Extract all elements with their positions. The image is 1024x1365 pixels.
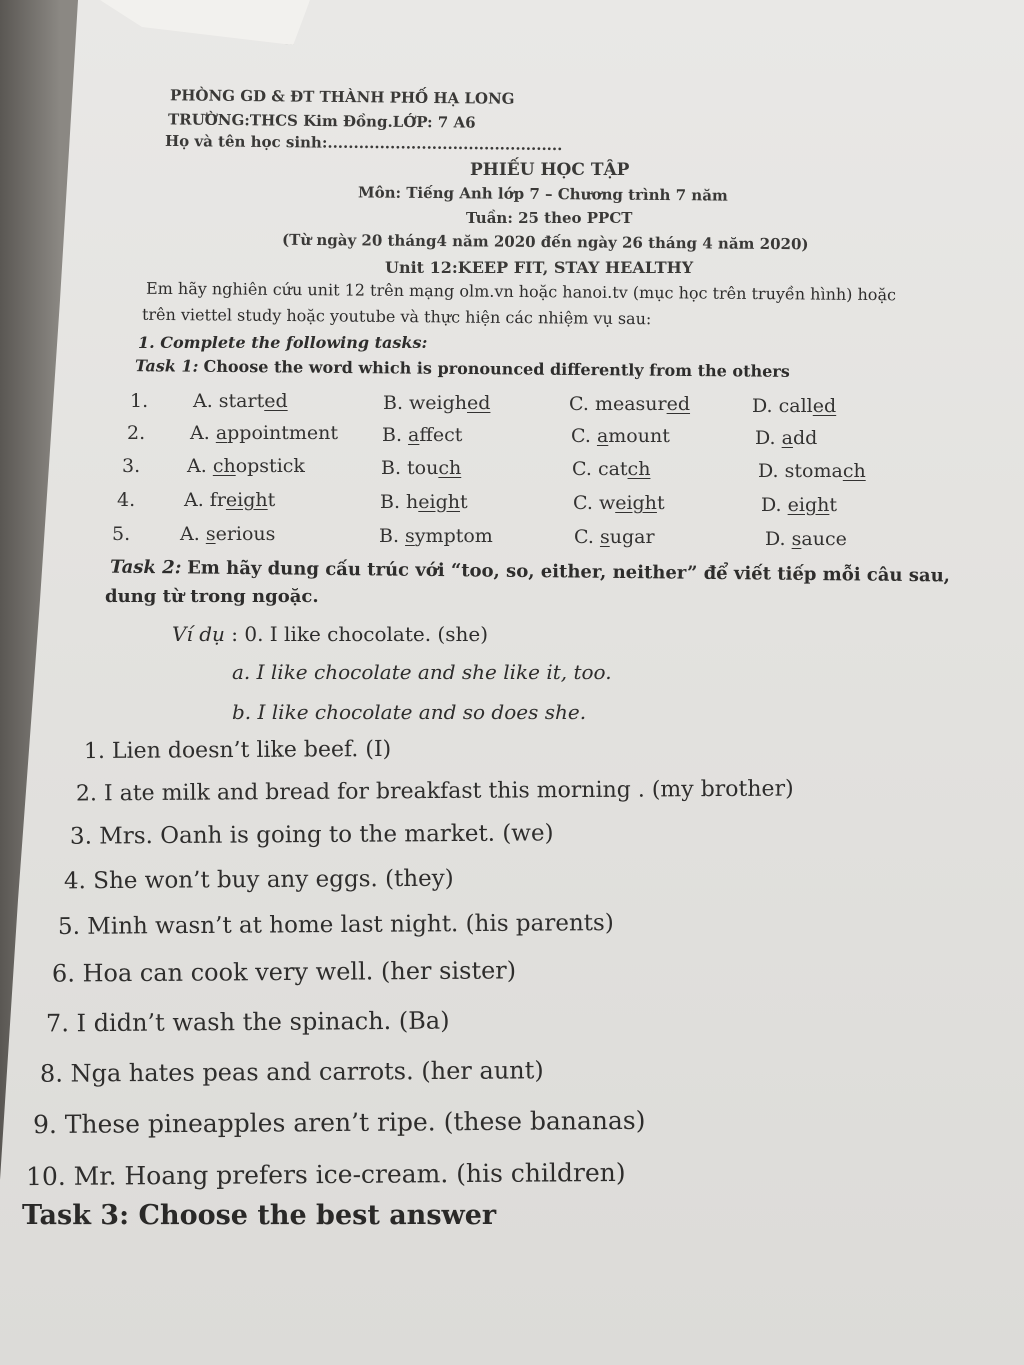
task1-option-a <box>187 455 305 477</box>
underlined-sound: ed <box>812 394 837 417</box>
word-part: A. start <box>193 390 265 412</box>
word-part: D. <box>755 426 782 449</box>
word-part: t <box>460 490 468 513</box>
word-part: ffect <box>419 423 463 446</box>
task1-option-d <box>761 494 837 516</box>
date-range: (Từ ngày 20 tháng4 năm 2020 đến ngày 26 tháng 4 năm 2020) <box>281 230 809 254</box>
task1-label: Task 1: <box>134 356 199 376</box>
word-part: t <box>656 492 665 514</box>
task1-option-c <box>573 492 665 514</box>
underlined-sound: eigh <box>418 490 461 513</box>
underlined-sound: s <box>791 527 802 550</box>
underlined-sound: s <box>405 524 415 547</box>
word-part: B. <box>379 524 406 547</box>
word-part: A. <box>187 455 213 477</box>
underlined-sound: a <box>596 425 609 447</box>
word-part: B. h <box>380 490 419 513</box>
word-part: D. <box>765 527 792 550</box>
task1-option-b <box>380 491 468 513</box>
word-part: D. <box>761 493 788 516</box>
task1-option-d <box>755 427 817 449</box>
word-part: C. measur <box>569 393 667 415</box>
example-label: Ví dụ <box>172 622 225 646</box>
task2-item: 4. She won’t buy any eggs. (they) <box>63 865 454 895</box>
task1-option-d <box>752 395 836 417</box>
example-answer-a: a. I like chocolate and she like it, too. <box>232 660 612 684</box>
intro-line-2: trên viettel study hoặc youtube và thực hiện các nhiệm vụ sau: <box>141 304 652 329</box>
word-part: C. <box>571 425 597 447</box>
underlined-sound: eigh <box>787 493 830 516</box>
word-part: C. cat <box>572 458 628 480</box>
task2-instruction-l1: Em hãy dung cấu trúc với “too, so, either, neither” để viết tiếp mỗi câu sau, <box>187 557 951 587</box>
underlined-sound: ed <box>264 390 288 412</box>
underlined-sound: ch <box>627 458 651 480</box>
school-class: TRƯỜNG:THCS Kim Đồng.LỚP: 7 A6 <box>167 110 476 132</box>
word-part: t <box>267 489 276 511</box>
task2-label: Task 2: <box>109 556 182 579</box>
task1-option-c <box>574 526 655 548</box>
example-text: : 0. I like chocolate. (she) <box>224 622 489 646</box>
example-answer-b: b. I like chocolate and so does she. <box>232 700 587 724</box>
underlined-sound: ed <box>666 393 691 415</box>
underlined-sound: eigh <box>615 492 657 514</box>
week-line: Tuần: 25 theo PPCT <box>466 209 633 227</box>
underlined-sound: ch <box>842 459 866 482</box>
underlined-sound: eigh <box>225 489 268 511</box>
task1-option-d <box>758 460 866 482</box>
word-part: C. w <box>573 492 616 514</box>
task2-item: 6. Hoa can cook very well. (her sister) <box>51 956 517 988</box>
task1-option-c <box>572 458 650 480</box>
word-part: auce <box>801 527 847 550</box>
task1-option-b <box>381 457 461 479</box>
word-part: erious <box>215 523 276 545</box>
word-part: A. fr <box>184 489 226 511</box>
task2-item: 5. Minh wasn’t at home last night. (his parents) <box>57 910 614 940</box>
task1-row-number: 2. <box>127 422 146 444</box>
task2-item: 10. Mr. Hoang prefers ice-cream. (his children) <box>25 1157 626 1192</box>
task1-row-number: 1. <box>130 390 149 412</box>
word-part: B. weigh <box>383 391 468 414</box>
underlined-sound: a <box>215 422 228 444</box>
word-part: D. call <box>752 394 813 417</box>
word-part: t <box>829 493 838 516</box>
task1-option-a <box>184 489 275 511</box>
underlined-sound: ch <box>212 455 236 477</box>
task1-option-c <box>571 425 670 447</box>
word-part: ymptom <box>414 524 493 547</box>
task2-item: 9. These pineapples aren’t ripe. (these bananas) <box>32 1105 646 1140</box>
word-part: A. <box>180 523 206 545</box>
word-part: B. <box>382 423 409 446</box>
task2-instruction-l2: dung từ trong ngoặc. <box>105 586 319 607</box>
section-heading: 1. Complete the following tasks: <box>138 333 428 352</box>
task1-row-number: 5. <box>112 523 131 545</box>
word-part: ugar <box>609 526 655 548</box>
task1-option-a <box>190 422 338 444</box>
task1-option-d <box>765 528 847 550</box>
task2-item: 2. I ate milk and bread for breakfast this morning . (my brother) <box>75 776 794 807</box>
task1-option-a <box>180 523 275 545</box>
word-part: mount <box>608 425 670 447</box>
task1-option-b <box>379 525 493 547</box>
task2-item: 8. Nga hates peas and carrots. (her aunt) <box>39 1056 544 1088</box>
task1-row-number: 4. <box>117 489 136 511</box>
task3-heading: Task 3: Choose the best answer <box>22 1200 497 1231</box>
underlined-sound: ed <box>467 391 491 414</box>
task2-item: 7. I didn’t wash the spinach. (Ba) <box>45 1006 450 1038</box>
task1-option-b <box>383 392 490 414</box>
word-part: dd <box>792 426 818 449</box>
underlined-sound: s <box>205 523 216 545</box>
underlined-sound: a <box>781 426 793 449</box>
task2-item: 3. Mrs. Oanh is going to the market. (we) <box>69 820 554 850</box>
example-line <box>172 622 488 646</box>
word-part: C. <box>574 526 600 548</box>
underlined-sound: s <box>599 526 610 548</box>
task1-option-c <box>569 393 690 415</box>
task1-option-a <box>193 390 288 412</box>
word-part: A. <box>190 422 216 444</box>
underlined-sound: ch <box>438 456 462 479</box>
office-name: PHÒNG GD & ĐT THÀNH PHỐ HẠ LONG <box>169 86 515 108</box>
intro-line-1: Em hãy nghiên cứu unit 12 trên mạng olm.vn hoặc hanoi.tv (mục học trên truyền hình) hoặc <box>145 278 897 305</box>
task1-instruction: Choose the word which is pronounced differently from the others <box>203 356 790 381</box>
word-part: opstick <box>235 455 305 477</box>
underlined-sound: a <box>408 423 420 446</box>
student-name-line: Họ và tên học sinh:............................................. <box>164 131 563 155</box>
word-part: ppointment <box>227 422 338 444</box>
worksheet-title: PHIẾU HỌC TẬP <box>470 160 630 180</box>
subject-line: Môn: Tiếng Anh lớp 7 – Chương trình 7 năm <box>357 183 728 205</box>
task2-item: 1. Lien doesn’t like beef. (I) <box>83 736 392 765</box>
word-part: B. tou <box>381 456 439 479</box>
unit-title: Unit 12:KEEP FIT, STAY HEALTHY <box>385 258 694 277</box>
word-part: D. stoma <box>758 459 843 482</box>
task1-row-number: 3. <box>122 455 141 477</box>
task1-option-b <box>382 424 462 446</box>
